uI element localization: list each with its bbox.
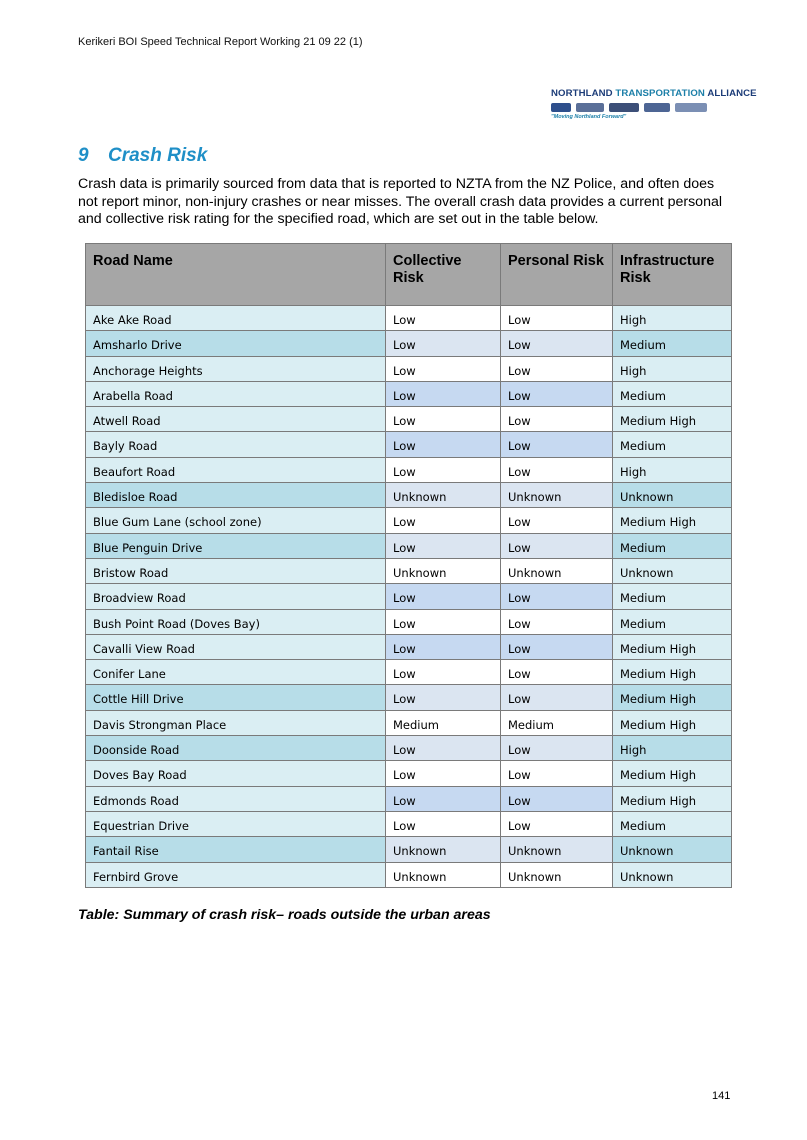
road-name-cell: Anchorage Heights: [86, 356, 386, 381]
collective-risk-cell: Low: [386, 811, 501, 836]
infrastructure-risk-cell: Medium High: [613, 407, 732, 432]
collective-risk-cell: Low: [386, 407, 501, 432]
personal-risk-cell: Low: [501, 306, 613, 331]
partner-logo-icon: [644, 103, 670, 112]
road-name-cell: Blue Penguin Drive: [86, 533, 386, 558]
table-row: [86, 331, 732, 356]
infrastructure-risk-cell: Medium High: [613, 660, 732, 685]
infrastructure-risk-cell: Unknown: [613, 558, 732, 583]
road-name-cell: Beaufort Road: [86, 457, 386, 482]
road-name-cell: Blue Gum Lane (school zone): [86, 508, 386, 533]
collective-risk-cell: Unknown: [386, 862, 501, 887]
infrastructure-risk-cell: Medium: [613, 381, 732, 406]
collective-risk-cell: Unknown: [386, 558, 501, 583]
personal-risk-cell: Low: [501, 533, 613, 558]
table-row: [86, 862, 732, 887]
collective-risk-cell: Unknown: [386, 837, 501, 862]
road-name-cell: Bristow Road: [86, 558, 386, 583]
table-row: [86, 407, 732, 432]
column-header-road-name: Road Name: [86, 244, 386, 306]
table-caption: Table: Summary of crash risk– roads outside the urban areas: [78, 907, 491, 923]
collective-risk-cell: Low: [386, 457, 501, 482]
table-row: [86, 710, 732, 735]
crash-risk-table: [85, 243, 732, 888]
collective-risk-cell: Low: [386, 786, 501, 811]
road-name-cell: Atwell Road: [86, 407, 386, 432]
partner-logo-icon: [551, 103, 571, 112]
infrastructure-risk-cell: Unknown: [613, 837, 732, 862]
road-name-cell: Cavalli View Road: [86, 634, 386, 659]
section-title: Crash Risk: [108, 145, 208, 166]
collective-risk-cell: Low: [386, 660, 501, 685]
partner-logo-icon: [675, 103, 707, 112]
northland-transportation-alliance-logo: [551, 88, 757, 120]
road-name-cell: Bayly Road: [86, 432, 386, 457]
infrastructure-risk-cell: Medium: [613, 584, 732, 609]
personal-risk-cell: Low: [501, 381, 613, 406]
collective-risk-cell: Low: [386, 432, 501, 457]
road-name-cell: Fernbird Grove: [86, 862, 386, 887]
table-header-row: [86, 244, 732, 306]
road-name-cell: Fantail Rise: [86, 837, 386, 862]
personal-risk-cell: Unknown: [501, 483, 613, 508]
table-row: [86, 483, 732, 508]
infrastructure-risk-cell: High: [613, 736, 732, 761]
infrastructure-risk-cell: High: [613, 356, 732, 381]
infrastructure-risk-cell: High: [613, 306, 732, 331]
table-row: [86, 533, 732, 558]
table-row: [86, 736, 732, 761]
table-row: [86, 558, 732, 583]
table-row: [86, 306, 732, 331]
infrastructure-risk-cell: High: [613, 457, 732, 482]
road-name-cell: Edmonds Road: [86, 786, 386, 811]
infrastructure-risk-cell: Medium High: [613, 685, 732, 710]
table-row: [86, 432, 732, 457]
personal-risk-cell: Low: [501, 457, 613, 482]
partner-logo-icon: [576, 103, 604, 112]
road-name-cell: Bush Point Road (Doves Bay): [86, 609, 386, 634]
road-name-cell: Cottle Hill Drive: [86, 685, 386, 710]
personal-risk-cell: Low: [501, 584, 613, 609]
table-row: [86, 685, 732, 710]
infrastructure-risk-cell: Medium High: [613, 786, 732, 811]
road-name-cell: Bledisloe Road: [86, 483, 386, 508]
table-row: [86, 761, 732, 786]
road-name-cell: Davis Strongman Place: [86, 710, 386, 735]
collective-risk-cell: Low: [386, 685, 501, 710]
personal-risk-cell: Low: [501, 761, 613, 786]
table-row: [86, 634, 732, 659]
personal-risk-cell: Low: [501, 508, 613, 533]
road-name-cell: Doves Bay Road: [86, 761, 386, 786]
personal-risk-cell: Low: [501, 356, 613, 381]
collective-risk-cell: Low: [386, 508, 501, 533]
infrastructure-risk-cell: Medium High: [613, 508, 732, 533]
document-header: Kerikeri BOI Speed Technical Report Working 21 09 22 (1): [78, 36, 363, 48]
collective-risk-cell: Low: [386, 331, 501, 356]
table-row: [86, 356, 732, 381]
collective-risk-cell: Low: [386, 356, 501, 381]
column-header-infrastructure-risk: Infrastructure Risk: [613, 244, 732, 306]
collective-risk-cell: Low: [386, 584, 501, 609]
personal-risk-cell: Low: [501, 736, 613, 761]
personal-risk-cell: Low: [501, 634, 613, 659]
infrastructure-risk-cell: Medium High: [613, 761, 732, 786]
personal-risk-cell: Low: [501, 432, 613, 457]
table-row: [86, 837, 732, 862]
section-number: 9: [78, 145, 89, 166]
infrastructure-risk-cell: Medium: [613, 609, 732, 634]
collective-risk-cell: Low: [386, 634, 501, 659]
road-name-cell: Ake Ake Road: [86, 306, 386, 331]
infrastructure-risk-cell: Medium: [613, 432, 732, 457]
partner-logo-icon: [609, 103, 639, 112]
personal-risk-cell: Low: [501, 811, 613, 836]
table-row: [86, 381, 732, 406]
personal-risk-cell: Low: [501, 786, 613, 811]
table-body: [86, 306, 732, 888]
collective-risk-cell: Low: [386, 736, 501, 761]
personal-risk-cell: Low: [501, 407, 613, 432]
collective-risk-cell: Low: [386, 533, 501, 558]
infrastructure-risk-cell: Medium High: [613, 634, 732, 659]
road-name-cell: Arabella Road: [86, 381, 386, 406]
infrastructure-risk-cell: Medium: [613, 331, 732, 356]
page-number: 141: [712, 1090, 731, 1102]
personal-risk-cell: Low: [501, 331, 613, 356]
personal-risk-cell: Low: [501, 685, 613, 710]
infrastructure-risk-cell: Unknown: [613, 483, 732, 508]
road-name-cell: Amsharlo Drive: [86, 331, 386, 356]
table-row: [86, 457, 732, 482]
infrastructure-risk-cell: Unknown: [613, 862, 732, 887]
personal-risk-cell: Low: [501, 660, 613, 685]
collective-risk-cell: Low: [386, 306, 501, 331]
personal-risk-cell: Unknown: [501, 837, 613, 862]
collective-risk-cell: Low: [386, 381, 501, 406]
table-row: [86, 609, 732, 634]
table-row: [86, 811, 732, 836]
table-row: [86, 508, 732, 533]
infrastructure-risk-cell: Medium: [613, 811, 732, 836]
table-row: [86, 786, 732, 811]
collective-risk-cell: Medium: [386, 710, 501, 735]
logo-title: NORTHLAND TRANSPORTATION ALLIANCE: [551, 88, 757, 99]
partner-logos: [551, 101, 723, 113]
table-row: [86, 660, 732, 685]
infrastructure-risk-cell: Medium High: [613, 710, 732, 735]
personal-risk-cell: Low: [501, 609, 613, 634]
column-header-collective-risk: Collective Risk: [386, 244, 501, 306]
road-name-cell: Conifer Lane: [86, 660, 386, 685]
column-header-personal-risk: Personal Risk: [501, 244, 613, 306]
intro-paragraph: Crash data is primarily sourced from data that is reported to NZTA from the NZ Police, and often does not report minor, non-injury crashes or near misses. The overall crash data provides a current personal and collective risk rating for the specified road, which are set out in the table below.: [78, 176, 722, 228]
logo-tagline: "Moving Northland Forward": [551, 114, 627, 120]
section-heading: [78, 145, 207, 167]
personal-risk-cell: Unknown: [501, 862, 613, 887]
road-name-cell: Equestrian Drive: [86, 811, 386, 836]
collective-risk-cell: Low: [386, 761, 501, 786]
personal-risk-cell: Unknown: [501, 558, 613, 583]
table-row: [86, 584, 732, 609]
collective-risk-cell: Low: [386, 609, 501, 634]
infrastructure-risk-cell: Medium: [613, 533, 732, 558]
collective-risk-cell: Unknown: [386, 483, 501, 508]
road-name-cell: Broadview Road: [86, 584, 386, 609]
personal-risk-cell: Medium: [501, 710, 613, 735]
road-name-cell: Doonside Road: [86, 736, 386, 761]
